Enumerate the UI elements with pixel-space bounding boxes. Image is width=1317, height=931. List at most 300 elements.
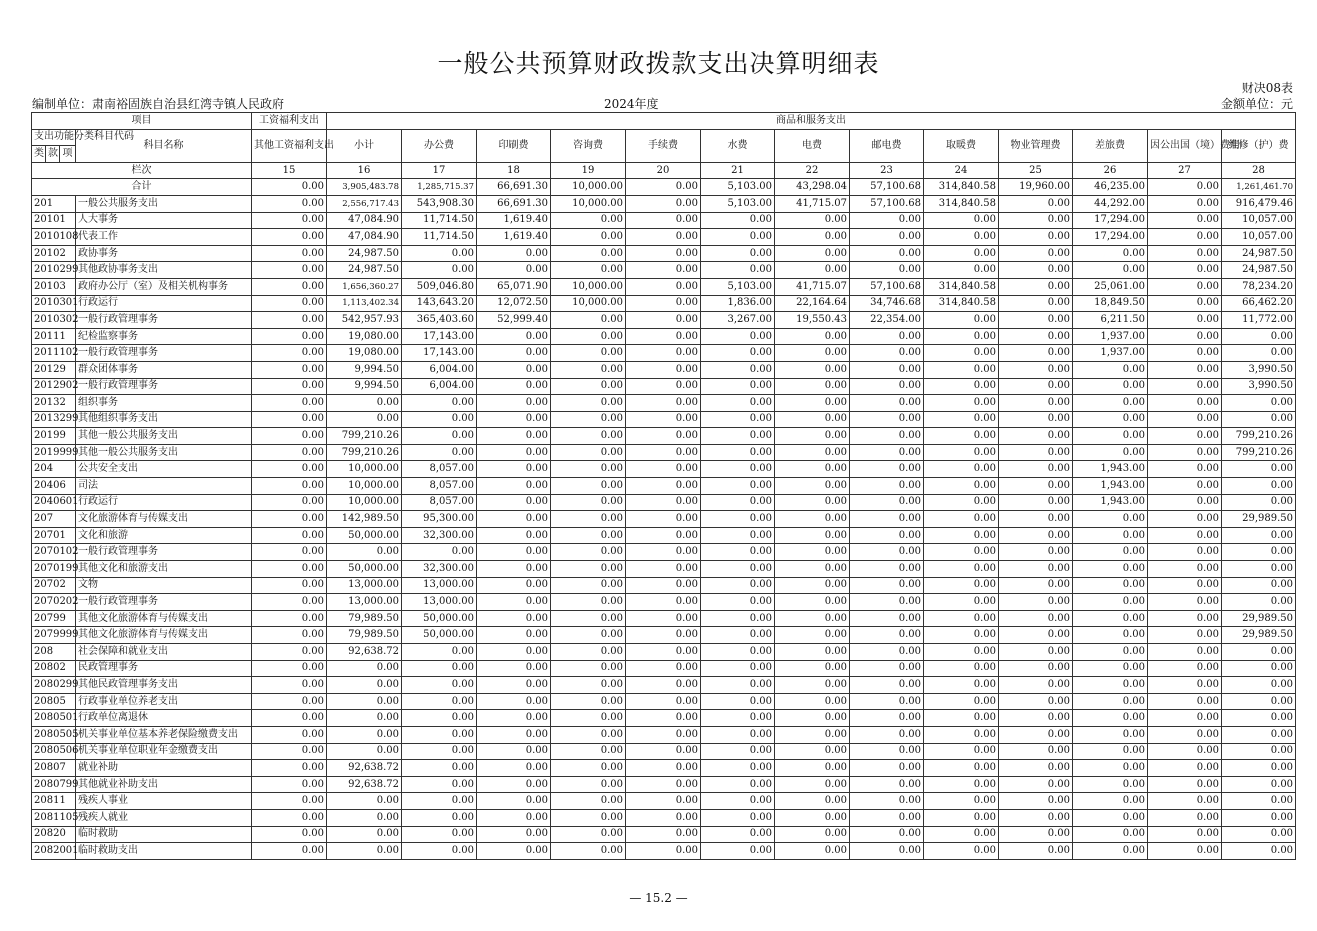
row-cell: 0.00 (626, 428, 701, 445)
row-cell: 0.00 (551, 726, 626, 743)
row-cell: 0.00 (775, 229, 850, 246)
row-cell: 0.00 (701, 660, 775, 677)
row-cell: 1,113,402.34 (327, 295, 402, 312)
row-cell: 22,164.64 (775, 295, 850, 312)
row-cell: 0.00 (402, 262, 477, 279)
row-cell: 47,084.90 (327, 229, 402, 246)
row-cell: 799,210.26 (1222, 428, 1296, 445)
row-cell: 0.00 (924, 494, 999, 511)
row-cell: 0.00 (1073, 710, 1148, 727)
row-cell: 13,000.00 (402, 594, 477, 611)
row-cell: 0.00 (252, 345, 327, 362)
row-cell: 0.00 (999, 610, 1073, 627)
row-cell: 0.00 (850, 478, 924, 495)
row-cell: 314,840.58 (924, 295, 999, 312)
row-cell: 0.00 (1222, 527, 1296, 544)
row-cell: 0.00 (252, 793, 327, 810)
row-cell: 0.00 (775, 395, 850, 412)
row-name: 行政运行 (76, 494, 252, 511)
row-cell: 0.00 (551, 660, 626, 677)
column-number: 24 (924, 162, 999, 179)
row-cell: 0.00 (402, 644, 477, 661)
row-name: 一般行政管理事务 (76, 594, 252, 611)
column-header: 邮电费 (850, 129, 924, 162)
row-cell: 0.00 (626, 511, 701, 528)
row-code: 20802 (32, 660, 76, 677)
row-cell: 0.00 (252, 212, 327, 229)
row-code: 20199 (32, 428, 76, 445)
row-cell: 0.00 (252, 494, 327, 511)
page-number: — 15.2 — (629, 891, 688, 905)
row-cell: 0.00 (701, 395, 775, 412)
table-row (32, 843, 1296, 860)
row-cell: 0.00 (775, 411, 850, 428)
header-wage-group: 工资福利支出 (252, 113, 327, 130)
row-cell: 0.00 (775, 594, 850, 611)
row-cell: 0.00 (1222, 561, 1296, 578)
row-cell: 0.00 (701, 527, 775, 544)
row-cell: 0.00 (327, 793, 402, 810)
row-cell: 34,746.68 (850, 295, 924, 312)
row-cell: 0.00 (924, 345, 999, 362)
row-cell: 0.00 (551, 776, 626, 793)
row-cell: 0.00 (1073, 627, 1148, 644)
row-cell: 0.00 (1148, 809, 1222, 826)
row-cell: 0.00 (1148, 544, 1222, 561)
row-cell: 0.00 (551, 843, 626, 860)
header-kuan: 款 (46, 146, 60, 163)
row-cell: 0.00 (775, 461, 850, 478)
row-cell: 0.00 (402, 843, 477, 860)
row-name: 行政运行 (76, 295, 252, 312)
row-name: 文物 (76, 577, 252, 594)
row-cell: 0.00 (701, 478, 775, 495)
row-cell: 0.00 (1148, 461, 1222, 478)
row-cell: 0.00 (477, 843, 551, 860)
row-cell: 0.00 (252, 195, 327, 212)
row-cell: 0.00 (252, 776, 327, 793)
row-cell: 0.00 (626, 594, 701, 611)
row-cell: 57,100.68 (850, 278, 924, 295)
row-cell: 0.00 (775, 577, 850, 594)
row-cell: 0.00 (477, 411, 551, 428)
table-row (32, 644, 1296, 661)
column-header: 取暖费 (924, 129, 999, 162)
row-cell: 41,715.07 (775, 278, 850, 295)
table-row (32, 760, 1296, 777)
row-cell: 0.00 (252, 693, 327, 710)
row-cell: 0.00 (626, 726, 701, 743)
row-cell: 10,000.00 (327, 494, 402, 511)
row-cell: 0.00 (924, 644, 999, 661)
row-cell: 0.00 (924, 312, 999, 329)
row-cell: 0.00 (1148, 610, 1222, 627)
row-cell: 0.00 (626, 461, 701, 478)
row-cell: 0.00 (327, 843, 402, 860)
row-cell: 0.00 (1073, 444, 1148, 461)
row-cell: 0.00 (775, 743, 850, 760)
row-cell: 0.00 (626, 195, 701, 212)
row-cell: 0.00 (477, 760, 551, 777)
row-cell: 799,210.26 (327, 444, 402, 461)
row-cell: 0.00 (850, 245, 924, 262)
row-cell: 0.00 (626, 444, 701, 461)
row-cell: 0.00 (999, 826, 1073, 843)
row-cell: 0.00 (999, 378, 1073, 395)
row-cell: 0.00 (1222, 760, 1296, 777)
total-cell: 0.00 (626, 179, 701, 196)
row-cell: 0.00 (924, 395, 999, 412)
row-cell: 0.00 (1148, 361, 1222, 378)
row-cell: 0.00 (327, 693, 402, 710)
table-row (32, 627, 1296, 644)
row-cell: 0.00 (999, 395, 1073, 412)
row-cell: 0.00 (477, 328, 551, 345)
row-cell: 0.00 (1073, 793, 1148, 810)
row-cell: 0.00 (551, 395, 626, 412)
row-cell: 13,000.00 (327, 577, 402, 594)
row-cell: 0.00 (850, 428, 924, 445)
row-cell: 19,080.00 (327, 328, 402, 345)
row-cell: 0.00 (701, 693, 775, 710)
column-number: 16 (327, 162, 402, 179)
column-number: 17 (402, 162, 477, 179)
row-name: 司法 (76, 478, 252, 495)
total-cell: 1,261,461.70 (1222, 179, 1296, 196)
row-cell: 0.00 (850, 826, 924, 843)
table-row (32, 361, 1296, 378)
row-cell: 0.00 (477, 809, 551, 826)
row-name: 其他政协事务支出 (76, 262, 252, 279)
row-cell: 0.00 (701, 378, 775, 395)
row-cell: 0.00 (999, 693, 1073, 710)
column-header: 物业管理费 (999, 129, 1073, 162)
row-cell: 0.00 (551, 627, 626, 644)
row-cell: 29,989.50 (1222, 511, 1296, 528)
row-cell: 0.00 (1148, 511, 1222, 528)
row-cell: 0.00 (551, 361, 626, 378)
row-cell: 0.00 (701, 627, 775, 644)
row-cell: 0.00 (701, 511, 775, 528)
column-header: 印刷费 (477, 129, 551, 162)
row-cell: 0.00 (1148, 527, 1222, 544)
table-row (32, 743, 1296, 760)
row-code: 2010301 (32, 295, 76, 312)
row-cell: 0.00 (551, 561, 626, 578)
table-row (32, 278, 1296, 295)
row-cell: 0.00 (701, 809, 775, 826)
row-cell: 10,000.00 (551, 278, 626, 295)
row-cell: 0.00 (701, 411, 775, 428)
row-code: 20406 (32, 478, 76, 495)
row-cell: 0.00 (850, 262, 924, 279)
row-cell: 0.00 (477, 395, 551, 412)
row-cell: 0.00 (1148, 245, 1222, 262)
row-code: 2082001 (32, 843, 76, 860)
row-cell: 0.00 (999, 295, 1073, 312)
column-header: 因公出国（境）费用 (1148, 129, 1222, 162)
form-number: 财决08表 (1241, 81, 1293, 95)
row-cell: 0.00 (999, 710, 1073, 727)
row-cell: 0.00 (924, 677, 999, 694)
row-cell: 0.00 (477, 610, 551, 627)
row-cell: 0.00 (924, 378, 999, 395)
row-cell: 0.00 (999, 577, 1073, 594)
row-cell: 0.00 (1148, 395, 1222, 412)
row-cell: 0.00 (924, 245, 999, 262)
row-cell: 9,994.50 (327, 361, 402, 378)
row-cell: 0.00 (1222, 644, 1296, 661)
row-cell: 8,057.00 (402, 478, 477, 495)
row-cell: 0.00 (999, 760, 1073, 777)
row-cell: 10,057.00 (1222, 229, 1296, 246)
row-cell: 0.00 (850, 577, 924, 594)
row-cell: 17,143.00 (402, 345, 477, 362)
total-cell: 3,905,483.78 (327, 179, 402, 196)
row-cell: 0.00 (626, 378, 701, 395)
row-cell: 0.00 (626, 478, 701, 495)
row-cell: 0.00 (701, 345, 775, 362)
row-cell: 0.00 (551, 461, 626, 478)
column-number: 15 (252, 162, 327, 179)
row-cell: 0.00 (999, 245, 1073, 262)
row-cell: 0.00 (850, 594, 924, 611)
row-code: 2070199 (32, 561, 76, 578)
row-cell: 18,849.50 (1073, 295, 1148, 312)
row-code: 2012902 (32, 378, 76, 395)
row-cell: 0.00 (850, 461, 924, 478)
row-name: 政府办公厅（室）及相关机构事务 (76, 278, 252, 295)
row-cell: 3,990.50 (1222, 378, 1296, 395)
row-cell: 0.00 (775, 378, 850, 395)
row-cell: 0.00 (252, 395, 327, 412)
table-row (32, 461, 1296, 478)
table-row (32, 594, 1296, 611)
row-cell: 0.00 (402, 544, 477, 561)
row-cell: 0.00 (850, 726, 924, 743)
row-cell: 0.00 (775, 610, 850, 627)
row-cell: 0.00 (924, 561, 999, 578)
row-cell: 0.00 (775, 660, 850, 677)
row-cell: 0.00 (626, 660, 701, 677)
header-code-label: 支出功能分类科目代码 (32, 129, 76, 146)
row-cell: 0.00 (1073, 361, 1148, 378)
row-cell: 0.00 (775, 760, 850, 777)
row-cell: 0.00 (1073, 677, 1148, 694)
row-cell: 29,989.50 (1222, 627, 1296, 644)
table-row (32, 527, 1296, 544)
row-name: 文化旅游体育与传媒支出 (76, 511, 252, 528)
row-cell: 0.00 (327, 395, 402, 412)
row-cell: 0.00 (1222, 693, 1296, 710)
row-cell: 143,643.20 (402, 295, 477, 312)
table-row (32, 195, 1296, 212)
row-cell: 0.00 (850, 693, 924, 710)
total-cell: 0.00 (1148, 179, 1222, 196)
row-cell: 92,638.72 (327, 644, 402, 661)
row-cell: 0.00 (701, 826, 775, 843)
row-name: 一般行政管理事务 (76, 345, 252, 362)
row-cell: 0.00 (1148, 760, 1222, 777)
row-cell: 0.00 (1222, 743, 1296, 760)
row-cell: 0.00 (626, 677, 701, 694)
column-number: 18 (477, 162, 551, 179)
row-cell: 0.00 (551, 511, 626, 528)
row-name: 政协事务 (76, 245, 252, 262)
row-cell: 0.00 (252, 677, 327, 694)
row-name: 社会保障和就业支出 (76, 644, 252, 661)
row-cell: 0.00 (1148, 378, 1222, 395)
row-cell: 0.00 (252, 743, 327, 760)
row-cell: 0.00 (999, 361, 1073, 378)
row-cell: 17,143.00 (402, 328, 477, 345)
row-cell: 0.00 (626, 776, 701, 793)
row-cell: 0.00 (477, 345, 551, 362)
row-cell: 0.00 (1073, 511, 1148, 528)
row-cell: 0.00 (701, 494, 775, 511)
row-cell: 0.00 (775, 627, 850, 644)
row-cell: 0.00 (252, 544, 327, 561)
row-cell: 0.00 (477, 776, 551, 793)
row-cell: 0.00 (775, 544, 850, 561)
row-cell: 0.00 (999, 262, 1073, 279)
row-cell: 11,714.50 (402, 212, 477, 229)
row-cell: 0.00 (924, 544, 999, 561)
row-cell: 0.00 (252, 760, 327, 777)
row-name: 一般行政管理事务 (76, 312, 252, 329)
row-cell: 0.00 (701, 760, 775, 777)
row-cell: 0.00 (1073, 809, 1148, 826)
row-cell: 0.00 (850, 229, 924, 246)
column-header: 手续费 (626, 129, 701, 162)
row-cell: 0.00 (775, 726, 850, 743)
row-cell: 0.00 (551, 826, 626, 843)
table-row (32, 328, 1296, 345)
row-name: 一般行政管理事务 (76, 544, 252, 561)
row-cell: 0.00 (775, 793, 850, 810)
row-cell: 0.00 (924, 760, 999, 777)
row-cell: 0.00 (775, 511, 850, 528)
row-cell: 11,772.00 (1222, 312, 1296, 329)
row-code: 2081105 (32, 809, 76, 826)
row-name: 一般公共服务支出 (76, 195, 252, 212)
row-cell: 0.00 (850, 677, 924, 694)
row-cell: 10,000.00 (327, 478, 402, 495)
row-name: 文化和旅游 (76, 527, 252, 544)
row-cell: 0.00 (1148, 212, 1222, 229)
row-cell: 0.00 (252, 328, 327, 345)
total-cell: 0.00 (252, 179, 327, 196)
row-code: 20811 (32, 793, 76, 810)
row-cell: 0.00 (551, 594, 626, 611)
row-cell: 0.00 (1073, 660, 1148, 677)
row-cell: 0.00 (850, 776, 924, 793)
row-cell: 0.00 (850, 793, 924, 810)
row-cell: 0.00 (1222, 577, 1296, 594)
row-cell: 79,989.50 (327, 627, 402, 644)
row-cell: 0.00 (999, 312, 1073, 329)
row-cell: 0.00 (775, 843, 850, 860)
row-cell: 17,294.00 (1073, 229, 1148, 246)
row-cell: 0.00 (402, 660, 477, 677)
row-cell: 50,000.00 (327, 561, 402, 578)
row-cell: 0.00 (850, 843, 924, 860)
row-code: 208 (32, 644, 76, 661)
row-cell: 0.00 (1222, 328, 1296, 345)
row-cell: 0.00 (775, 644, 850, 661)
row-cell: 1,943.00 (1073, 494, 1148, 511)
row-cell: 0.00 (252, 644, 327, 661)
row-name: 残疾人事业 (76, 793, 252, 810)
row-cell: 0.00 (551, 743, 626, 760)
column-header: 差旅费 (1073, 129, 1148, 162)
row-cell: 799,210.26 (1222, 444, 1296, 461)
row-cell: 0.00 (1148, 561, 1222, 578)
table-row (32, 677, 1296, 694)
row-cell: 0.00 (626, 278, 701, 295)
table-row (32, 395, 1296, 412)
row-cell: 41,715.07 (775, 195, 850, 212)
row-cell: 799,210.26 (327, 428, 402, 445)
row-cell: 0.00 (775, 776, 850, 793)
org-label: 编制单位：肃南裕固族自治县红湾寺镇人民政府 (32, 97, 285, 111)
table-row (32, 544, 1296, 561)
row-cell: 0.00 (999, 644, 1073, 661)
row-cell: 0.00 (477, 444, 551, 461)
row-cell: 0.00 (775, 826, 850, 843)
row-name: 纪检监察事务 (76, 328, 252, 345)
row-cell: 0.00 (999, 428, 1073, 445)
row-cell: 50,000.00 (402, 627, 477, 644)
row-name: 就业补助 (76, 760, 252, 777)
row-cell: 0.00 (701, 843, 775, 860)
row-cell: 0.00 (1073, 644, 1148, 661)
row-cell: 0.00 (402, 743, 477, 760)
fiscal-year: 2024年度 (604, 97, 659, 111)
table-row (32, 793, 1296, 810)
row-cell: 0.00 (551, 345, 626, 362)
row-cell: 0.00 (850, 809, 924, 826)
column-header: 维修（护）费 (1222, 129, 1296, 162)
row-cell: 0.00 (701, 328, 775, 345)
row-code: 20111 (32, 328, 76, 345)
row-cell: 0.00 (477, 361, 551, 378)
row-cell: 0.00 (924, 527, 999, 544)
row-code: 20807 (32, 760, 76, 777)
row-cell: 78,234.20 (1222, 278, 1296, 295)
row-cell: 32,300.00 (402, 561, 477, 578)
row-code: 20701 (32, 527, 76, 544)
row-cell: 22,354.00 (850, 312, 924, 329)
row-code: 2010302 (32, 312, 76, 329)
row-cell: 0.00 (1148, 428, 1222, 445)
row-cell: 1,943.00 (1073, 461, 1148, 478)
row-cell: 0.00 (1073, 743, 1148, 760)
row-cell: 0.00 (477, 527, 551, 544)
row-name: 其他文化旅游体育与传媒支出 (76, 610, 252, 627)
row-cell: 0.00 (477, 826, 551, 843)
row-cell: 65,071.90 (477, 278, 551, 295)
table-row (32, 212, 1296, 229)
row-cell: 0.00 (1148, 793, 1222, 810)
row-cell: 0.00 (999, 278, 1073, 295)
row-cell: 0.00 (626, 328, 701, 345)
row-cell: 0.00 (477, 726, 551, 743)
row-name: 行政事业单位养老支出 (76, 693, 252, 710)
row-cell: 0.00 (252, 610, 327, 627)
row-cell: 0.00 (924, 212, 999, 229)
row-cell: 0.00 (252, 461, 327, 478)
